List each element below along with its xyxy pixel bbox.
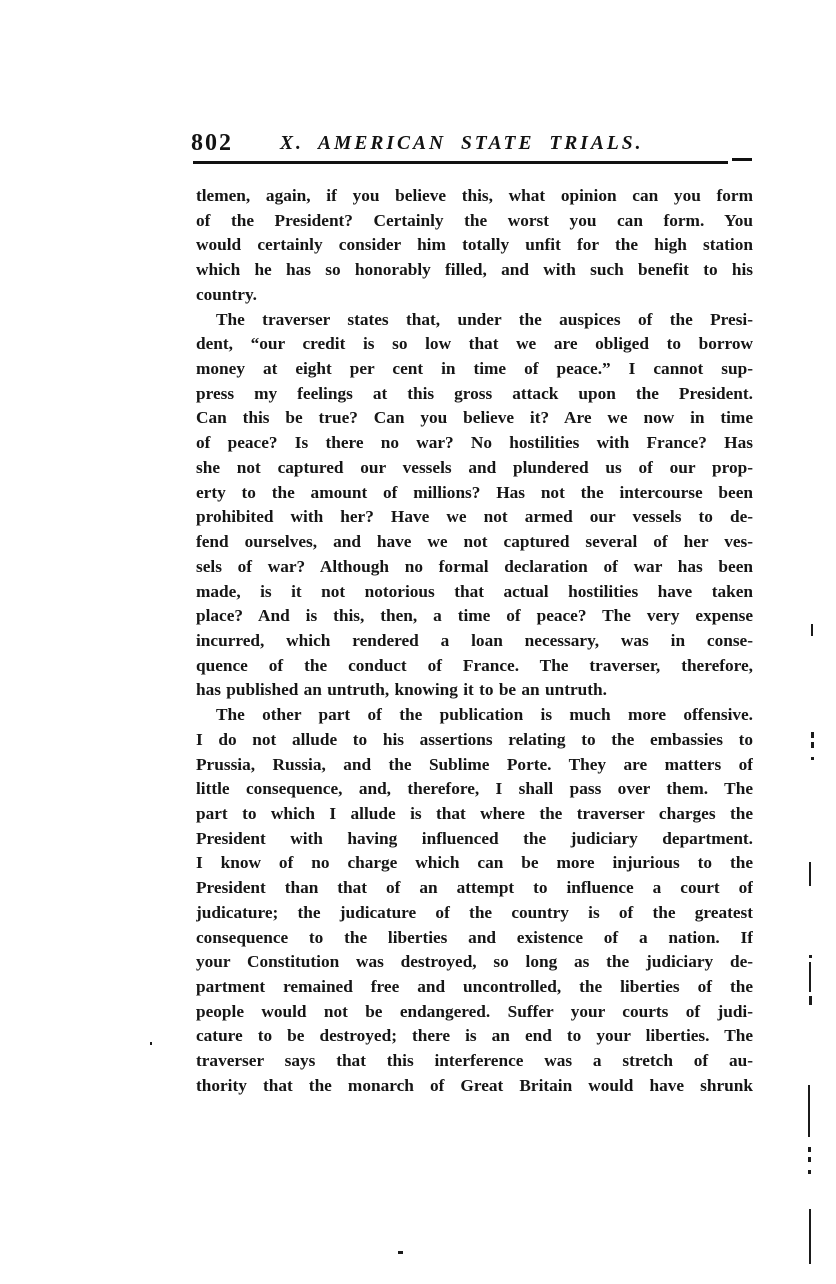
scan-artifact-mark — [811, 624, 813, 636]
page-body — [196, 184, 753, 1099]
text-line: The other part of the publication is much more offensive. — [216, 705, 753, 725]
text-line: made, is it not notorious that actual hostilities have taken — [196, 581, 753, 601]
text-line: sels of war? Although no formal declaration of war has been — [196, 556, 753, 576]
scan-artifact-mark — [808, 1157, 811, 1162]
scan-artifact-mark — [398, 1251, 403, 1254]
header-rule — [193, 161, 728, 164]
scan-artifact-mark — [808, 1085, 810, 1137]
scan-artifact-mark — [811, 732, 814, 738]
scan-artifact-mark — [811, 742, 814, 748]
text-line: she not captured our vessels and plundered us of our prop- — [196, 457, 753, 477]
text-line: prohibited with her? Have we not armed our vessels to de- — [196, 507, 753, 527]
text-line: fend ourselves, and have we not captured several of her ves- — [196, 532, 753, 552]
text-line: traverser says that this interference was a stretch of au- — [196, 1051, 753, 1071]
text-line: part to which I allude is that where the traverser charges the — [196, 803, 753, 823]
page-number: 802 — [191, 130, 233, 156]
text-line: would certainly consider him totally unfit for the high station — [196, 235, 753, 255]
scan-artifact-mark — [150, 1042, 152, 1045]
text-line: country. — [196, 284, 257, 304]
text-line: of peace? Is there no war? No hostilities with France? Has — [196, 433, 753, 453]
text-line: has published an untruth, knowing it to be an untruth. — [196, 680, 607, 700]
text-line: I do not allude to his assertions relating to the embassies to — [196, 729, 753, 749]
paragraph — [196, 703, 753, 1099]
scan-artifact-mark — [808, 1170, 811, 1174]
text-line: erty to the amount of millions? Has not the intercourse been — [196, 482, 753, 502]
text-line: Can this be true? Can you believe it? Are we now in time — [196, 408, 753, 428]
text-line: President with having influenced the judiciary department. — [196, 828, 753, 848]
scan-artifact-mark — [811, 757, 814, 760]
text-line: I know of no charge which can be more injurious to the — [196, 853, 753, 873]
text-line: judicature; the judicature of the country is of the greatest — [196, 902, 753, 922]
text-line: incurred, which rendered a loan necessary, was in conse- — [196, 630, 753, 650]
text-line: President than that of an attempt to influence a court of — [196, 878, 753, 898]
paragraph — [196, 184, 753, 308]
text-line: little consequence, and, therefore, I shall pass over them. The — [196, 779, 753, 799]
text-line: quence of the conduct of France. The traverser, therefore, — [196, 655, 753, 675]
text-line: thority that the monarch of Great Britain would have shrunk — [196, 1075, 753, 1095]
text-line: of the President? Certainly the worst you can form. You — [196, 210, 753, 230]
running-title: X. AMERICAN STATE TRIALS. — [280, 133, 644, 154]
text-line: Prussia, Russia, and the Sublime Porte. They are matters of — [196, 754, 753, 774]
text-line: consequence to the liberties and existence of a nation. If — [196, 927, 753, 947]
scan-artifact-mark — [809, 862, 811, 886]
header-rule-dash — [732, 158, 752, 161]
text-line: your Constitution was destroyed, so long as the judiciary de- — [196, 952, 753, 972]
text-line: The traverser states that, under the auspices of the Presi- — [216, 309, 753, 329]
text-line: partment remained free and uncontrolled, the liberties of the — [196, 977, 753, 996]
text-line: people would not be endangered. Suffer your courts of judi- — [196, 1001, 753, 1021]
paragraph — [196, 308, 753, 704]
text-line: press my feelings at this gross attack upon the President. — [196, 383, 753, 403]
scan-artifact-mark — [809, 996, 812, 1005]
text-line: which he has so honorably filled, and with such benefit to his — [196, 260, 753, 280]
text-line: place? And is this, then, a time of peace? The very expense — [196, 606, 753, 626]
text-line: money at eight per cent in time of peace.” I cannot sup- — [196, 359, 753, 379]
text-line: tlemen, again, if you believe this, what opinion can you form — [196, 186, 753, 205]
text-line: cature to be destroyed; there is an end to your liberties. The — [196, 1026, 753, 1046]
scan-artifact-mark — [809, 955, 812, 958]
scan-artifact-mark — [808, 1147, 811, 1152]
scan-artifact-mark — [809, 1209, 811, 1264]
scan-artifact-mark — [809, 962, 811, 992]
text-line: dent, “our credit is so low that we are obliged to borrow — [196, 334, 753, 354]
